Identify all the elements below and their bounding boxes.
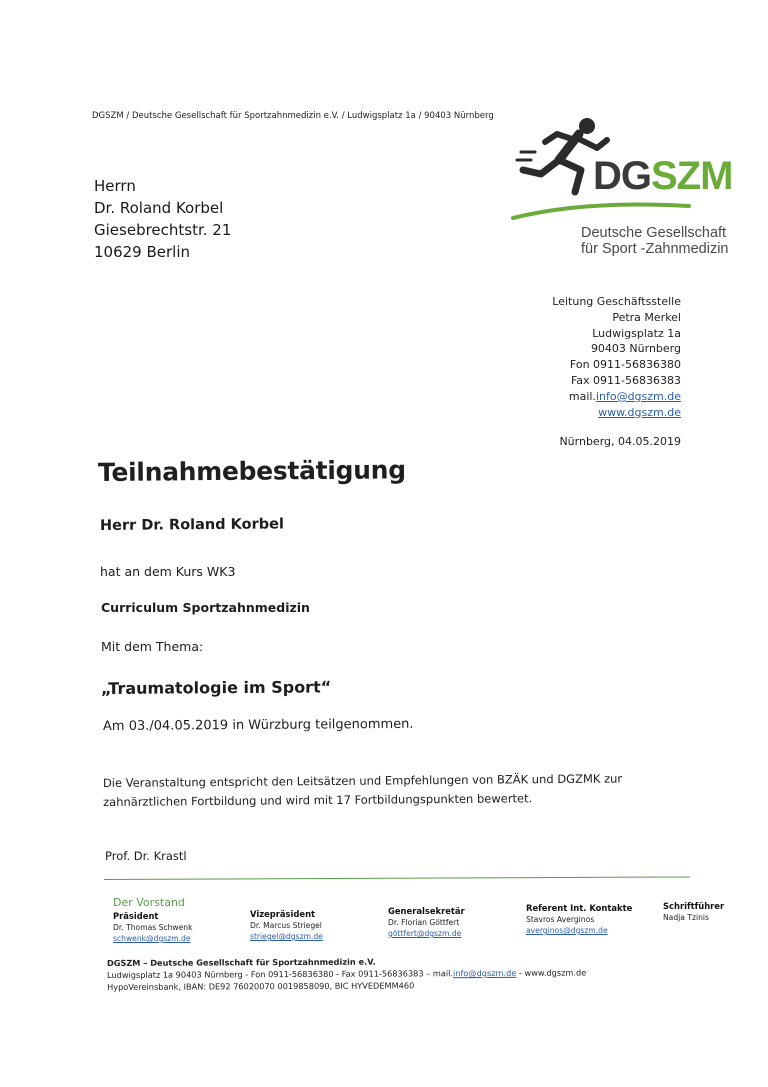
logo-swoosh [505, 196, 745, 226]
logo-acronym: DGSZM [593, 154, 733, 198]
footer-info [107, 954, 586, 993]
board-label: Der Vorstand [113, 896, 185, 909]
board-member-secretary: Generalsekretär Dr. Florian Göttfert göttfert@dgszm.de [388, 906, 465, 938]
footer-bank: HypoVereinsbank, IBAN: DE92 76020070 0019858090, BIC HYVEDEMM460 [107, 980, 415, 992]
topic-title: „Traumatologie im Sport“ [100, 677, 332, 698]
board-member-international: Referent Int. Kontakte Stavros Averginos averginos@dgszm.de [526, 903, 633, 935]
board-email-link[interactable]: striegel@dgszm.de [250, 932, 323, 941]
recipient-name: Dr. Roland Korbel [94, 199, 224, 217]
contact-mail: mail.info@dgszm.de [568, 389, 681, 403]
contact-phone: Fon 0911-56836380 [569, 358, 681, 372]
document-title: Teilnahmebestätigung [97, 455, 406, 487]
footer-org: DGSZM – Deutsche Gesellschaft für Sportzahnmedizin e.V. [106, 956, 376, 969]
contact-line-4: 90403 Nürnberg [590, 342, 681, 356]
document-date: Nürnberg, 04.05.2019 [559, 435, 681, 448]
participant-name: Herr Dr. Roland Korbel [99, 516, 284, 534]
contact-mail-link[interactable]: info@dgszm.de [595, 389, 681, 403]
footer-divider [104, 876, 690, 880]
contact-line-3: Ludwigsplatz 1a [592, 326, 681, 340]
course-name: Curriculum Sportzahnmedizin [101, 600, 310, 615]
recipient-street: Giesebrechtstr. 21 [94, 221, 232, 239]
footer-address: Ludwigsplatz 1a 90403 Nürnberg - Fon 0911-56836380 - Fax 0911-56836383 – mail.info@dgszm.de - www.dgszm.de [106, 967, 587, 980]
course-intro: hat an dem Kurs WK3 [100, 564, 236, 579]
signer-name: Prof. Dr. Krastl [105, 849, 187, 863]
footer-mail-link[interactable]: info@dgszm.de [453, 967, 517, 979]
contact-block [552, 294, 681, 420]
recipient-city: 10629 Berlin [94, 243, 191, 261]
dgszm-logo [505, 108, 745, 268]
board-member-president: Präsident Dr. Thomas Schwenk schwenk@dgszm.de [113, 911, 193, 943]
contact-line-1: Leitung Geschäftsstelle [552, 295, 681, 308]
sender-line: DGSZM / Deutsche Gesellschaft für Sportzahnmedizin e.V. / Ludwigsplatz 1a / 90403 Nürnberg [92, 111, 494, 121]
contact-fax: Fax 0911-56836383 [570, 373, 681, 387]
board-email-link[interactable]: schwenk@dgszm.de [113, 934, 191, 943]
board-member-vice-president: Vizepräsident Dr. Marcus Striegel striegel@dgszm.de [250, 909, 323, 941]
accreditation-statement: Die Veranstaltung entspricht den Leitsätzen und Empfehlungen von BZÄK und DGZMK zur zahnärztlichen Fortbildung und wird mit 17 Fortbildungspunkten bewertet. [102, 771, 623, 809]
recipient-address [94, 175, 231, 263]
recipient-salutation: Herrn [94, 177, 136, 195]
board-member-recorder: Schriftführer Nadja Tzinis [663, 901, 725, 922]
attendance-line: Am 03./04.05.2019 in Würzburg teilgenommen. [102, 716, 414, 734]
contact-web-link[interactable]: www.dgszm.de [598, 405, 681, 419]
board-email-link[interactable]: averginos@dgszm.de [526, 926, 608, 935]
contact-line-2: Petra Merkel [612, 310, 681, 324]
topic-label: Mit dem Thema: [101, 639, 204, 654]
logo-subtitle: Deutsche Gesellschaft für Sport -Zahnmedizin [581, 225, 729, 257]
board-email-link[interactable]: göttfert@dgszm.de [388, 929, 462, 938]
